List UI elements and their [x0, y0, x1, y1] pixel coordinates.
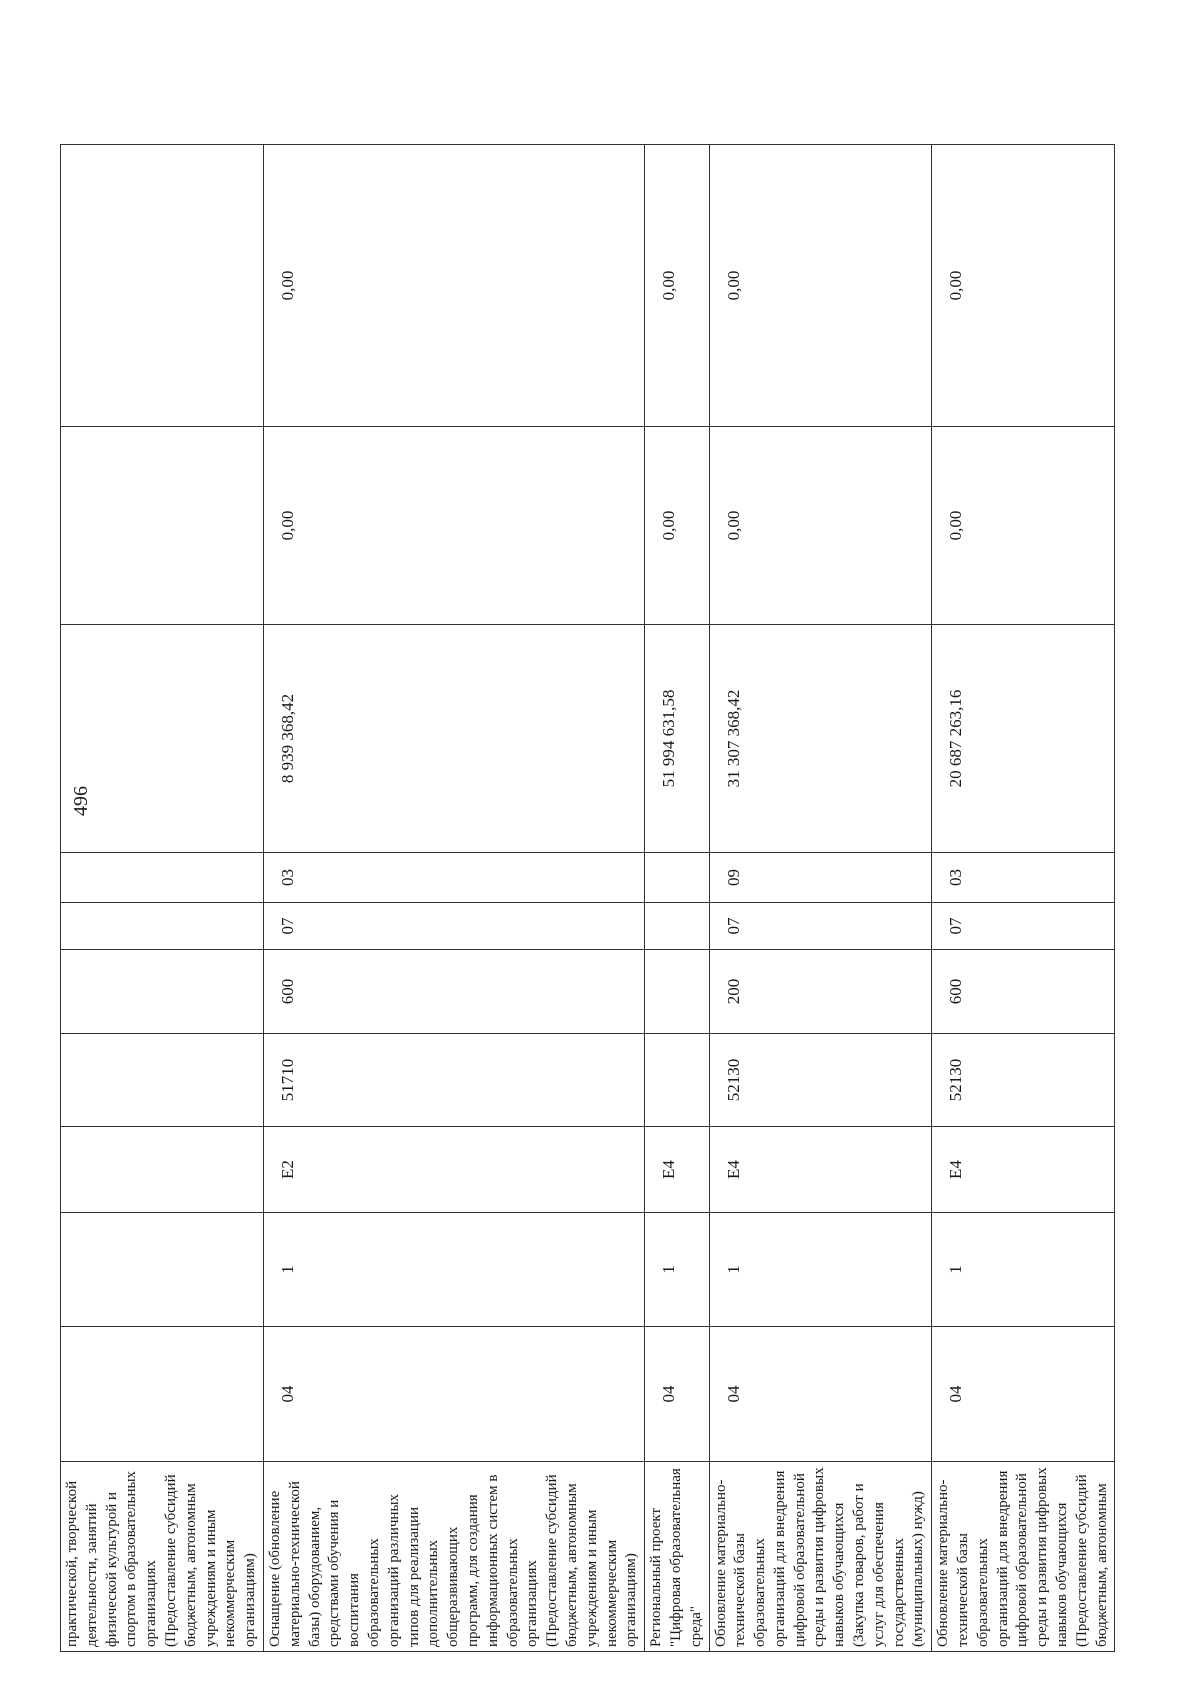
sum-year-2: 0,00 [709, 427, 932, 625]
row-name: Обновление материально-технической базы образовательных организаций для внедрения цифровой образовательной среды и развития цифровых навыков обучающихся (Закупка товаров, работ и услуг для обеспечения государственных (муниципальных) нужд) [709, 1462, 932, 1652]
row-name: Оснащение (обновление материально-технической базы) оборудованием, средствами обучения и воспитания образовательных организаций различных типов для реализации дополнительных общеразвивающих программ, для создания информационных систем в образовательных организациях (Предоставление субсидий бюджетным, автономным учреждениям и иным некоммерческим организациям) [263, 1462, 644, 1652]
subprogram-code: 1 [709, 1213, 932, 1327]
ministry-code [61, 1327, 264, 1462]
subprogram-code [61, 1213, 264, 1327]
page-number: 496 [70, 786, 92, 816]
subsection-code: 03 [263, 853, 644, 903]
row-name: Региональный проект "Цифровая образовательная среда" [645, 1462, 709, 1652]
section-code: 07 [263, 903, 644, 950]
sum-year-1: 31 307 368,42 [709, 625, 932, 853]
direction-code: 51710 [263, 1034, 644, 1127]
sum-year-3 [61, 145, 264, 427]
project-code: Е4 [709, 1127, 932, 1213]
direction-code: 52130 [709, 1034, 932, 1127]
expense-type-code: 600 [263, 950, 644, 1034]
row-name: Обновление материально-технической базы образовательных организаций для внедрения цифровой образовательной среды и развития цифровых навыков обучающихся (Предоставление субсидий бюджетным, автономным [932, 1462, 1115, 1652]
sum-year-3: 0,00 [263, 145, 644, 427]
table-row [709, 145, 932, 1652]
sum-year-2: 0,00 [263, 427, 644, 625]
sum-year-1: 51 994 631,58 [645, 625, 709, 853]
sum-year-3: 0,00 [709, 145, 932, 427]
sum-year-3: 0,00 [932, 145, 1115, 427]
section-code [61, 903, 264, 950]
subsection-code [61, 853, 264, 903]
project-code: Е4 [645, 1127, 709, 1213]
section-code: 07 [932, 903, 1115, 950]
project-code [61, 1127, 264, 1213]
sum-year-1 [61, 625, 264, 853]
expense-type-code: 600 [932, 950, 1115, 1034]
direction-code: 52130 [932, 1034, 1115, 1127]
rotated-budget-table-sheet [60, 62, 1110, 1652]
expense-type-code [645, 950, 709, 1034]
ministry-code: 04 [263, 1327, 644, 1462]
project-code: Е4 [932, 1127, 1115, 1213]
subsection-code: 03 [932, 853, 1115, 903]
table-row [645, 145, 709, 1652]
subprogram-code: 1 [645, 1213, 709, 1327]
table-row [263, 145, 644, 1652]
direction-code [645, 1034, 709, 1127]
subsection-code: 09 [709, 853, 932, 903]
sum-year-2: 0,00 [645, 427, 709, 625]
ministry-code: 04 [709, 1327, 932, 1462]
project-code: Е2 [263, 1127, 644, 1213]
sum-year-2: 0,00 [932, 427, 1115, 625]
ministry-code: 04 [932, 1327, 1115, 1462]
expense-type-code [61, 950, 264, 1034]
ministry-code: 04 [645, 1327, 709, 1462]
row-name: практической, творческой деятельности, занятий физической культурой и спортом в образовательных организациях (Предоставление субсидий бюджетным, автономным учреждениям и иным некоммерческим организациям) [61, 1462, 264, 1652]
table-row [61, 145, 264, 1652]
table-row [932, 145, 1115, 1652]
sum-year-3: 0,00 [645, 145, 709, 427]
section-code [645, 903, 709, 950]
sum-year-2 [61, 427, 264, 625]
budget-table [60, 144, 1115, 1652]
expense-type-code: 200 [709, 950, 932, 1034]
subprogram-code: 1 [263, 1213, 644, 1327]
direction-code [61, 1034, 264, 1127]
sum-year-1: 20 687 263,16 [932, 625, 1115, 853]
section-code: 07 [709, 903, 932, 950]
subsection-code [645, 853, 709, 903]
sum-year-1: 8 939 368,42 [263, 625, 644, 853]
subprogram-code: 1 [932, 1213, 1115, 1327]
